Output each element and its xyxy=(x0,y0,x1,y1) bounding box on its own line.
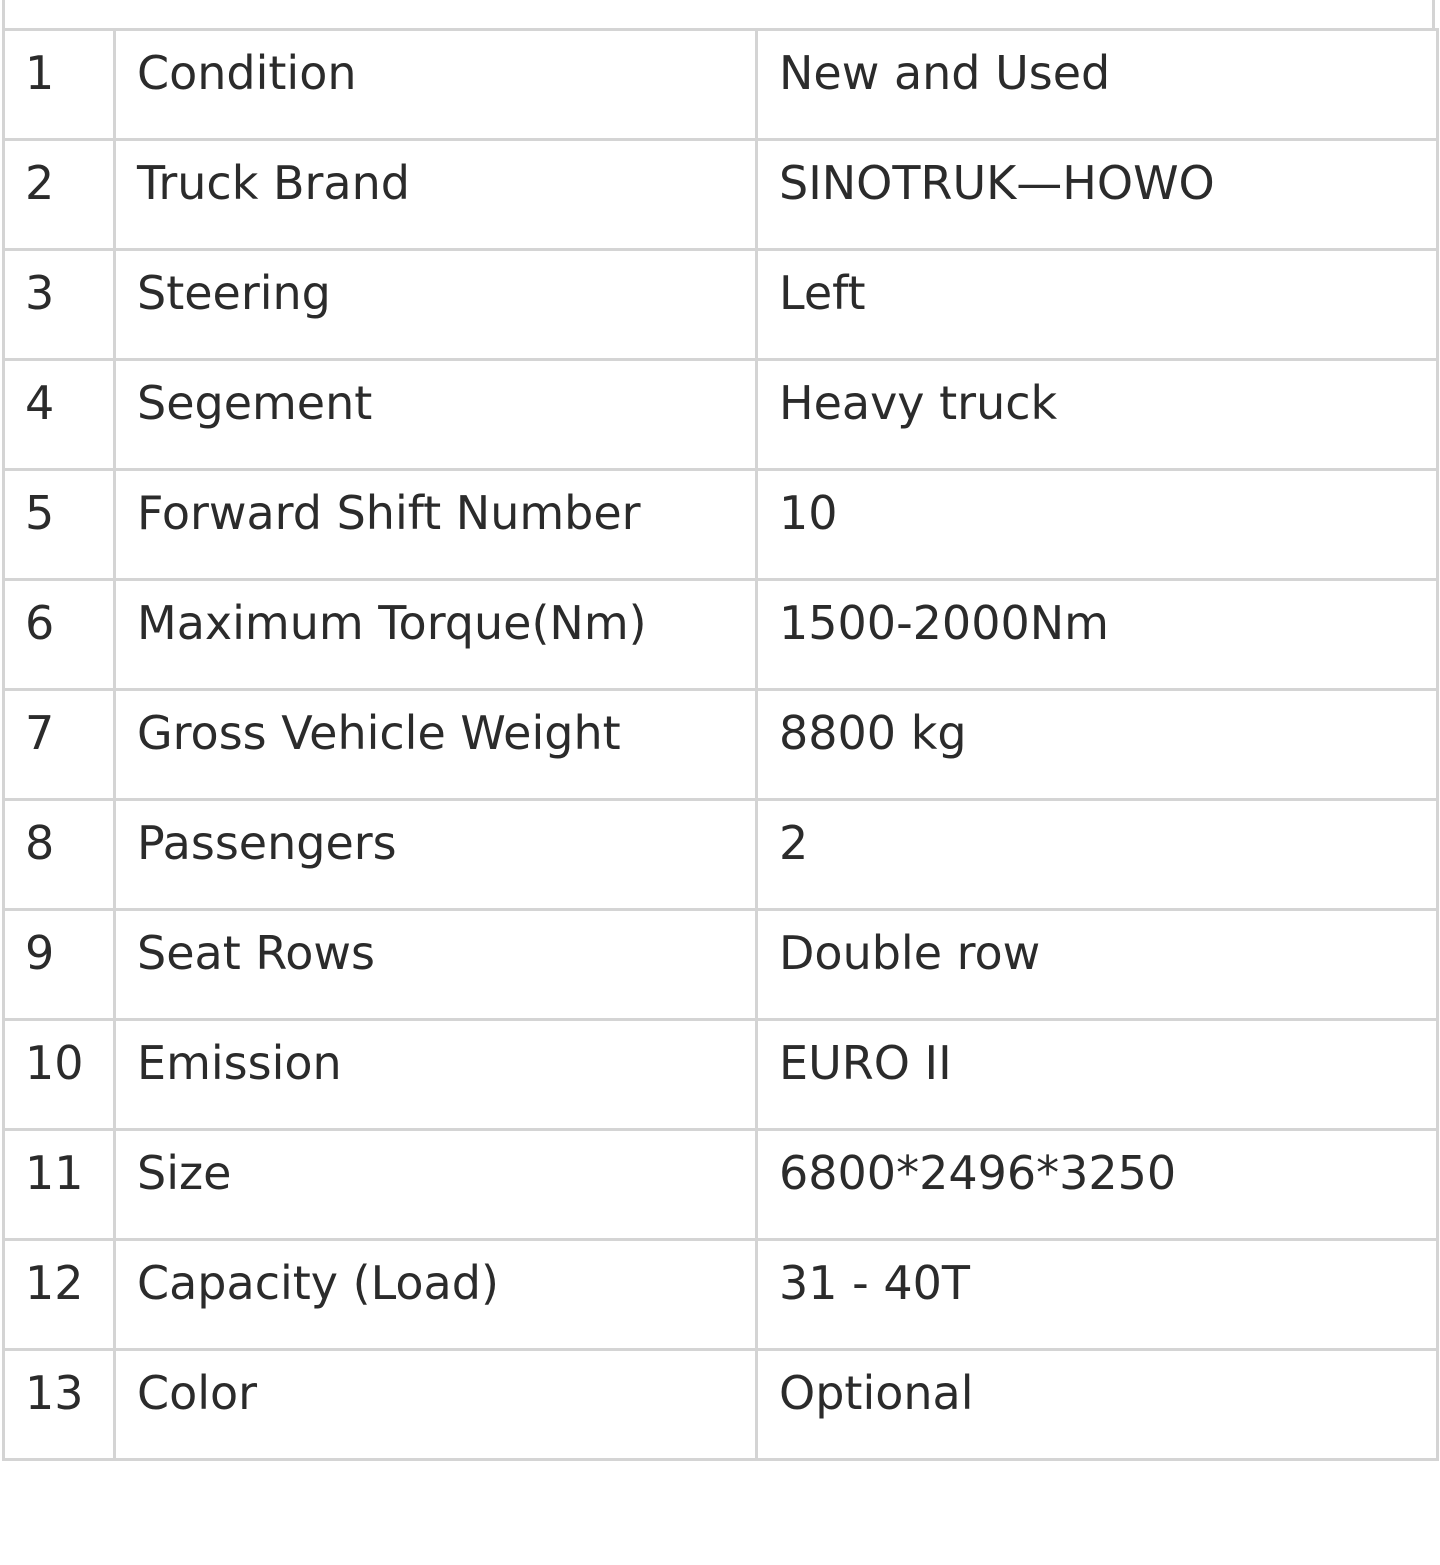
row-number: 8 xyxy=(4,800,115,910)
table-row xyxy=(4,910,1438,1020)
table-row xyxy=(4,1240,1438,1350)
spec-value: 10 xyxy=(757,470,1438,580)
spec-name: Forward Shift Number xyxy=(115,470,757,580)
spec-name: Capacity (Load) xyxy=(115,1240,757,1350)
spec-value: 2 xyxy=(757,800,1438,910)
spec-value: Double row xyxy=(757,910,1438,1020)
table-row xyxy=(4,800,1438,910)
spec-value: SINOTRUK—HOWO xyxy=(757,140,1438,250)
spec-value: Optional xyxy=(757,1350,1438,1460)
spec-value: 8800 kg xyxy=(757,690,1438,800)
table-row xyxy=(4,470,1438,580)
spec-name: Maximum Torque(Nm) xyxy=(115,580,757,690)
spec-name: Emission xyxy=(115,1020,757,1130)
spec-value: 31 - 40T xyxy=(757,1240,1438,1350)
table-row xyxy=(4,1020,1438,1130)
row-number: 7 xyxy=(4,690,115,800)
row-number: 4 xyxy=(4,360,115,470)
row-number: 3 xyxy=(4,250,115,360)
table-row xyxy=(4,1350,1438,1460)
spec-value: 6800*2496*3250 xyxy=(757,1130,1438,1240)
spec-value: EURO II xyxy=(757,1020,1438,1130)
truck-spec-table xyxy=(2,28,1439,1461)
row-number: 9 xyxy=(4,910,115,1020)
table-top-edge xyxy=(2,0,1435,29)
spec-name: Truck Brand xyxy=(115,140,757,250)
spec-name: Gross Vehicle Weight xyxy=(115,690,757,800)
spec-name: Color xyxy=(115,1350,757,1460)
row-number: 6 xyxy=(4,580,115,690)
spec-name: Passengers xyxy=(115,800,757,910)
spec-name: Steering xyxy=(115,250,757,360)
spec-name: Condition xyxy=(115,30,757,140)
spec-value: New and Used xyxy=(757,30,1438,140)
table-row xyxy=(4,250,1438,360)
row-number: 2 xyxy=(4,140,115,250)
spec-value: Left xyxy=(757,250,1438,360)
spec-name: Segement xyxy=(115,360,757,470)
row-number: 5 xyxy=(4,470,115,580)
spec-value: 1500-2000Nm xyxy=(757,580,1438,690)
table-row xyxy=(4,140,1438,250)
row-number: 13 xyxy=(4,1350,115,1460)
row-number: 12 xyxy=(4,1240,115,1350)
table-row xyxy=(4,690,1438,800)
spec-name: Seat Rows xyxy=(115,910,757,1020)
spec-name: Size xyxy=(115,1130,757,1240)
table-row xyxy=(4,30,1438,140)
row-number: 10 xyxy=(4,1020,115,1130)
table-row xyxy=(4,1130,1438,1240)
row-number: 11 xyxy=(4,1130,115,1240)
table-row xyxy=(4,580,1438,690)
table-row xyxy=(4,360,1438,470)
row-number: 1 xyxy=(4,30,115,140)
spec-value: Heavy truck xyxy=(757,360,1438,470)
